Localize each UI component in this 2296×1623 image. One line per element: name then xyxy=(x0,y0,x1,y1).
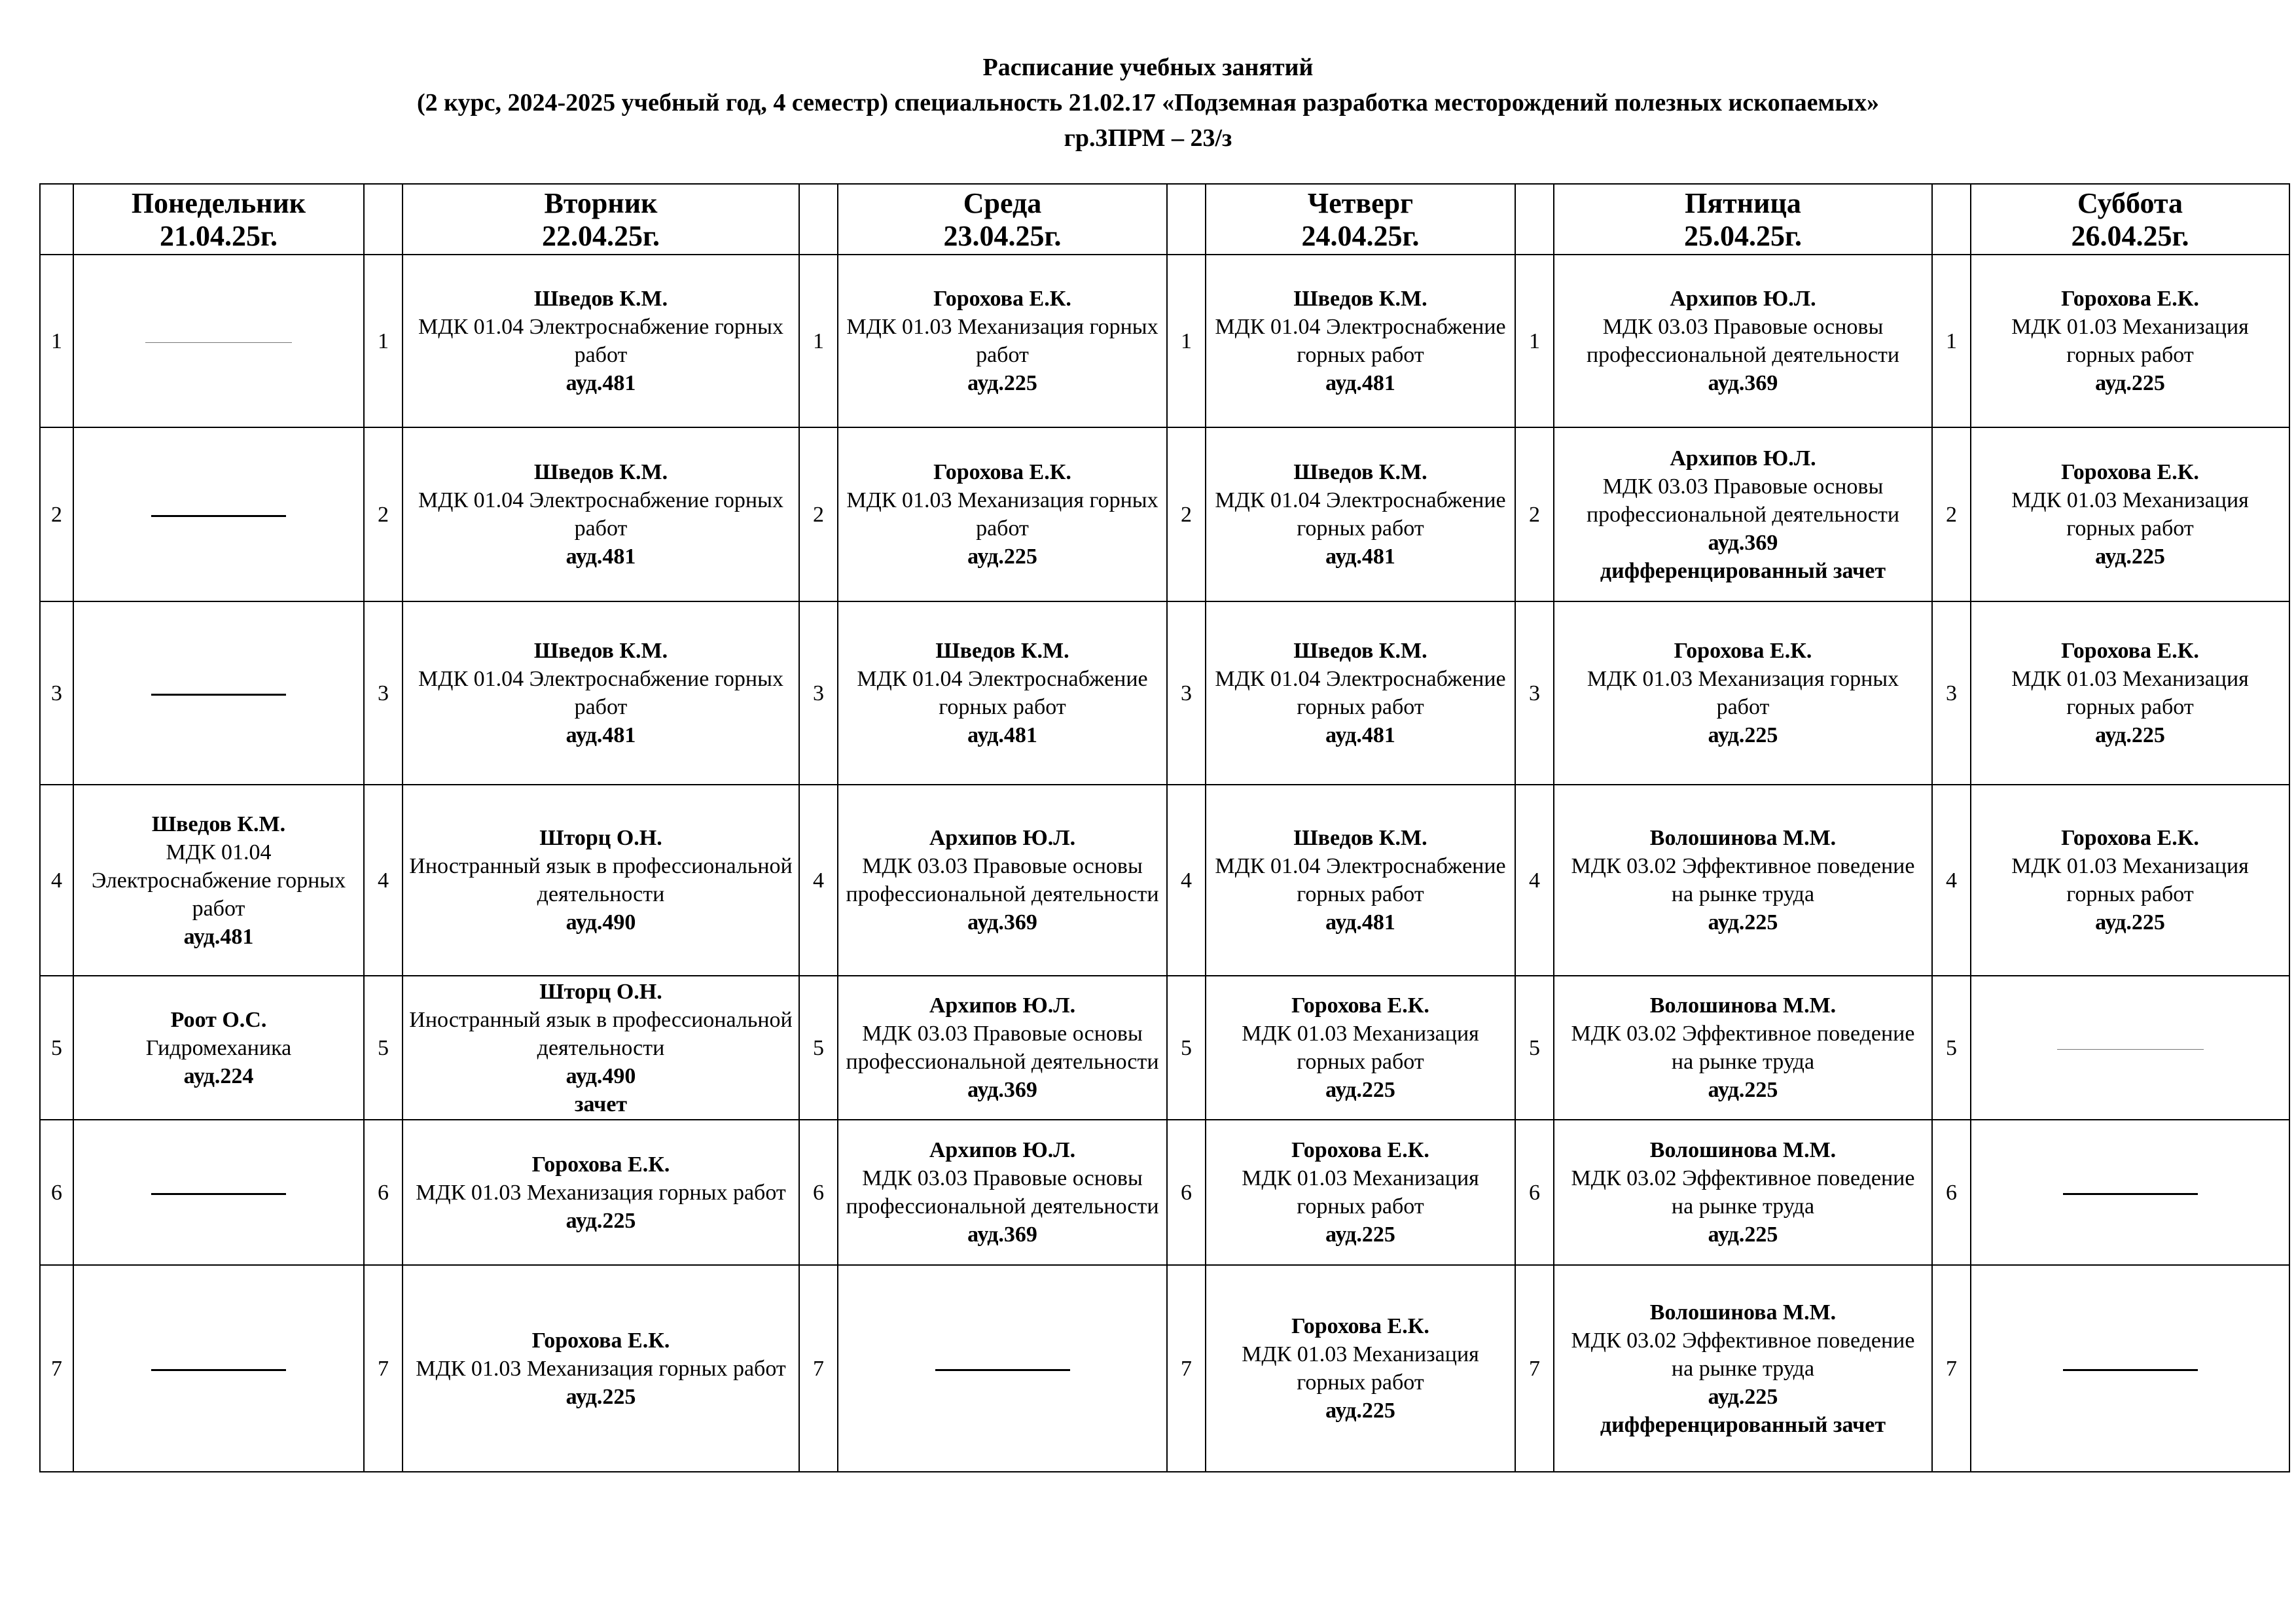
lesson-number: 6 xyxy=(364,1120,403,1265)
lesson-number: 4 xyxy=(1515,785,1554,976)
lesson-number: 4 xyxy=(799,785,838,976)
lesson-room: ауд.481 xyxy=(967,723,1037,747)
day-date: 24.04.25г. xyxy=(1301,220,1420,252)
lesson-room: ауд.481 xyxy=(565,723,636,747)
lesson-teacher: Шведов К.М. xyxy=(533,287,668,311)
lesson-teacher: Горохова Е.К. xyxy=(531,1152,670,1177)
lesson-cell xyxy=(1971,1265,2289,1472)
lesson-teacher: Шведов К.М. xyxy=(533,460,668,484)
lesson-number: 2 xyxy=(40,427,73,601)
lesson-room: ауд.481 xyxy=(565,371,636,395)
lesson-cell xyxy=(1554,601,1932,785)
lesson-cell xyxy=(1554,976,1932,1120)
number-column-header xyxy=(1167,184,1206,255)
lesson-row xyxy=(40,255,2289,427)
lesson-room: ауд.481 xyxy=(1325,910,1395,935)
lesson-room: ауд.225 xyxy=(565,1208,636,1233)
lesson-subject: МДК 01.03 Механизация горных работ xyxy=(416,1356,786,1381)
lesson-room: ауд.225 xyxy=(2095,371,2165,395)
lesson-teacher: Горохова Е.К. xyxy=(1291,993,1429,1018)
lesson-number: 7 xyxy=(40,1265,73,1472)
day-header xyxy=(73,184,364,255)
lesson-cell xyxy=(403,1265,799,1472)
lesson-cell xyxy=(1971,785,2289,976)
empty-slot-line xyxy=(935,1369,1070,1371)
lesson-subject: МДК 03.02 Эффективное поведение на рынке труда xyxy=(1571,854,1915,906)
lesson-cell xyxy=(403,1120,799,1265)
lesson-subject: МДК 01.04 Электроснабжение горных работ xyxy=(91,840,346,921)
lesson-number: 7 xyxy=(1932,1265,1971,1472)
lesson-subject: МДК 03.02 Эффективное поведение на рынке труда xyxy=(1571,1166,1915,1219)
empty-slot-line xyxy=(145,342,292,343)
empty-slot-line xyxy=(151,1369,286,1371)
lesson-teacher: Горохова Е.К. xyxy=(933,287,1071,311)
lesson-room: ауд.481 xyxy=(1325,723,1395,747)
lesson-number: 2 xyxy=(1932,427,1971,601)
lesson-row xyxy=(40,785,2289,976)
lesson-cell xyxy=(73,785,364,976)
lesson-cell xyxy=(73,601,364,785)
lesson-cell xyxy=(838,1265,1167,1472)
lesson-cell xyxy=(403,427,799,601)
lesson-number: 5 xyxy=(1515,976,1554,1120)
lesson-cell xyxy=(403,785,799,976)
number-column-header xyxy=(1932,184,1971,255)
lesson-subject: МДК 01.04 Электроснабжение горных работ xyxy=(1215,488,1506,541)
lesson-cell xyxy=(1206,601,1515,785)
lesson-subject: МДК 03.03 Правовые основы профессиональной деятельности xyxy=(846,1166,1159,1219)
lesson-number: 6 xyxy=(1932,1120,1971,1265)
lesson-subject: МДК 01.03 Механизация горных работ xyxy=(1587,667,1899,719)
lesson-subject: МДК 01.03 Механизация горных работ xyxy=(1242,1022,1479,1074)
lesson-cell xyxy=(1554,785,1932,976)
lesson-cell xyxy=(1554,1265,1932,1472)
lesson-row xyxy=(40,976,2289,1120)
lesson-cell xyxy=(73,1120,364,1265)
lesson-room: ауд.225 xyxy=(2095,910,2165,935)
lesson-number: 3 xyxy=(364,601,403,785)
lesson-teacher: Волошинова М.М. xyxy=(1649,1138,1837,1162)
lesson-row xyxy=(40,1120,2289,1265)
lesson-subject: Иностранный язык в профессиональной деятельности xyxy=(409,854,793,906)
lesson-teacher: Архипов Ю.Л. xyxy=(929,1138,1076,1162)
day-header xyxy=(1554,184,1932,255)
lesson-number: 6 xyxy=(1167,1120,1206,1265)
lesson-cell xyxy=(838,976,1167,1120)
lesson-teacher: Шторц О.Н. xyxy=(539,826,662,850)
lesson-room: ауд.225 xyxy=(967,544,1037,569)
lesson-number: 5 xyxy=(1932,976,1971,1120)
lesson-subject: МДК 03.03 Правовые основы профессиональной деятельности xyxy=(1586,474,1900,527)
lesson-number: 5 xyxy=(1167,976,1206,1120)
lesson-room: ауд.225 xyxy=(565,1384,636,1409)
lesson-number: 7 xyxy=(1515,1265,1554,1472)
lesson-number: 3 xyxy=(1515,601,1554,785)
lesson-teacher: Шведов К.М. xyxy=(151,812,286,836)
lesson-teacher: Шведов К.М. xyxy=(1293,639,1427,663)
lesson-cell xyxy=(1554,1120,1932,1265)
lesson-cell xyxy=(403,601,799,785)
lesson-teacher: Архипов Ю.Л. xyxy=(929,993,1076,1018)
lesson-teacher: Горохова Е.К. xyxy=(2061,826,2199,850)
lesson-cell xyxy=(1206,1120,1515,1265)
lesson-subject: МДК 01.03 Механизация горных работ xyxy=(846,488,1158,541)
empty-slot-line xyxy=(2057,1049,2204,1050)
lesson-cell xyxy=(1206,1265,1515,1472)
empty-slot-line xyxy=(2063,1369,2198,1371)
lesson-number: 2 xyxy=(1167,427,1206,601)
lesson-number: 2 xyxy=(1515,427,1554,601)
lesson-note: зачет xyxy=(574,1092,628,1116)
lesson-cell xyxy=(838,255,1167,427)
number-column-header xyxy=(1515,184,1554,255)
lesson-teacher: Горохова Е.К. xyxy=(1291,1314,1429,1338)
lesson-teacher: Шведов К.М. xyxy=(1293,826,1427,850)
lesson-number: 2 xyxy=(799,427,838,601)
lesson-row xyxy=(40,601,2289,785)
empty-slot-line xyxy=(151,515,286,517)
day-name: Пятница xyxy=(1685,187,1801,219)
lesson-subject: МДК 01.03 Механизация горных работ xyxy=(2011,315,2249,367)
group-label: гр.3ПРМ – 23/з xyxy=(1064,124,1232,152)
lesson-cell xyxy=(1971,427,2289,601)
number-column-header xyxy=(799,184,838,255)
number-column-header xyxy=(40,184,73,255)
day-name: Среда xyxy=(963,187,1042,219)
lesson-teacher: Шведов К.М. xyxy=(1293,460,1427,484)
lesson-room: ауд.481 xyxy=(565,544,636,569)
lesson-subject: МДК 03.02 Эффективное поведение на рынке труда xyxy=(1571,1328,1915,1381)
lesson-cell xyxy=(1554,255,1932,427)
lesson-subject: МДК 01.04 Электроснабжение горных работ xyxy=(857,667,1148,719)
lesson-teacher: Горохова Е.К. xyxy=(531,1328,670,1353)
day-name: Суббота xyxy=(2077,187,2183,219)
day-date: 22.04.25г. xyxy=(541,220,660,252)
lesson-subject: Иностранный язык в профессиональной деятельности xyxy=(409,1007,793,1060)
lesson-subject: МДК 01.03 Механизация горных работ xyxy=(846,315,1158,367)
day-date: 23.04.25г. xyxy=(943,220,1062,252)
lesson-cell xyxy=(403,976,799,1120)
lesson-number: 7 xyxy=(799,1265,838,1472)
day-header xyxy=(1971,184,2289,255)
lesson-subject: МДК 01.03 Механизация горных работ xyxy=(2011,854,2249,906)
day-header xyxy=(838,184,1167,255)
lesson-number: 1 xyxy=(40,255,73,427)
lesson-teacher: Волошинова М.М. xyxy=(1649,826,1837,850)
lesson-teacher: Шведов К.М. xyxy=(533,639,668,663)
lesson-cell xyxy=(838,785,1167,976)
lesson-room: ауд.225 xyxy=(1708,1222,1778,1247)
lesson-teacher: Шторц О.Н. xyxy=(539,979,662,1004)
lesson-number: 5 xyxy=(364,976,403,1120)
lesson-teacher: Шведов К.М. xyxy=(1293,287,1427,311)
lesson-row xyxy=(40,1265,2289,1472)
lesson-number: 6 xyxy=(40,1120,73,1265)
lesson-subject: МДК 01.03 Механизация горных работ xyxy=(1242,1166,1479,1219)
lesson-cell xyxy=(838,427,1167,601)
lesson-number: 5 xyxy=(40,976,73,1120)
lesson-teacher: Горохова Е.К. xyxy=(2061,460,2199,484)
lesson-room: ауд.225 xyxy=(1325,1399,1395,1423)
lesson-number: 3 xyxy=(40,601,73,785)
lesson-room: ауд.369 xyxy=(1708,530,1778,555)
lesson-room: ауд.481 xyxy=(1325,371,1395,395)
lesson-number: 3 xyxy=(1932,601,1971,785)
lesson-cell xyxy=(73,1265,364,1472)
lesson-row xyxy=(40,427,2289,601)
day-header xyxy=(403,184,799,255)
lesson-teacher: Горохова Е.К. xyxy=(2061,287,2199,311)
lesson-number: 1 xyxy=(1932,255,1971,427)
lesson-teacher: Горохова Е.К. xyxy=(1674,639,1812,663)
lesson-subject: МДК 01.03 Механизация горных работ xyxy=(2011,488,2249,541)
lesson-number: 3 xyxy=(1167,601,1206,785)
lesson-cell xyxy=(1971,255,2289,427)
lesson-teacher: Шведов К.М. xyxy=(935,639,1069,663)
lesson-teacher: Волошинова М.М. xyxy=(1649,993,1837,1018)
lesson-cell xyxy=(1206,976,1515,1120)
lesson-cell xyxy=(1206,427,1515,601)
lesson-note: дифференцированный зачет xyxy=(1600,1412,1886,1437)
lesson-subject: МДК 01.03 Механизация горных работ xyxy=(1242,1342,1479,1395)
lesson-cell xyxy=(838,601,1167,785)
empty-slot-line xyxy=(151,694,286,696)
lesson-cell xyxy=(1554,427,1932,601)
lesson-number: 4 xyxy=(1167,785,1206,976)
lesson-teacher: Волошинова М.М. xyxy=(1649,1300,1837,1325)
lesson-room: ауд.490 xyxy=(565,1063,636,1088)
lesson-room: ауд.490 xyxy=(565,910,636,935)
lesson-subject: МДК 01.04 Электроснабжение горных работ xyxy=(418,315,783,367)
lesson-number: 1 xyxy=(799,255,838,427)
lesson-teacher: Горохова Е.К. xyxy=(933,460,1071,484)
lesson-room: ауд.225 xyxy=(967,371,1037,395)
header-row xyxy=(40,184,2289,255)
lesson-room: ауд.224 xyxy=(183,1063,254,1088)
lesson-cell xyxy=(1206,255,1515,427)
lesson-number: 3 xyxy=(799,601,838,785)
day-name: Четверг xyxy=(1307,187,1414,219)
empty-slot-line xyxy=(151,1193,286,1195)
lesson-subject: МДК 03.02 Эффективное поведение на рынке труда xyxy=(1571,1022,1915,1074)
lesson-cell xyxy=(73,427,364,601)
document-header xyxy=(0,50,2296,156)
day-name: Понедельник xyxy=(131,187,306,219)
lesson-room: ауд.225 xyxy=(2095,544,2165,569)
lesson-number: 2 xyxy=(364,427,403,601)
schedule-body xyxy=(40,255,2289,1472)
lesson-room: ауд.369 xyxy=(967,1222,1037,1247)
lesson-room: ауд.225 xyxy=(2095,723,2165,747)
lesson-cell xyxy=(1971,601,2289,785)
lesson-number: 6 xyxy=(1515,1120,1554,1265)
lesson-room: ауд.225 xyxy=(1325,1222,1395,1247)
lesson-room: ауд.369 xyxy=(967,910,1037,935)
day-date: 26.04.25г. xyxy=(2071,220,2189,252)
lesson-note: дифференцированный зачет xyxy=(1600,558,1886,583)
lesson-number: 1 xyxy=(364,255,403,427)
lesson-teacher: Архипов Ю.Л. xyxy=(929,826,1076,850)
lesson-subject: МДК 03.03 Правовые основы профессиональной деятельности xyxy=(846,854,1159,906)
lesson-subject: МДК 01.04 Электроснабжение горных работ xyxy=(1215,667,1506,719)
lesson-subject: МДК 01.04 Электроснабжение горных работ xyxy=(418,488,783,541)
lesson-room: ауд.481 xyxy=(183,924,254,949)
lesson-cell xyxy=(73,255,364,427)
lesson-number: 6 xyxy=(799,1120,838,1265)
lesson-subject: МДК 01.03 Механизация горных работ xyxy=(2011,667,2249,719)
lesson-cell xyxy=(403,255,799,427)
document-subtitle: (2 курс, 2024-2025 учебный год, 4 семестр) специальность 21.02.17 «Подземная разработка месторождений полезных ископаемых» xyxy=(416,89,1880,116)
lesson-room: ауд.225 xyxy=(1708,1384,1778,1409)
lesson-room: ауд.481 xyxy=(1325,544,1395,569)
lesson-cell xyxy=(1206,785,1515,976)
lesson-cell xyxy=(1971,976,2289,1120)
lesson-teacher: Горохова Е.К. xyxy=(1291,1138,1429,1162)
lesson-number: 7 xyxy=(1167,1265,1206,1472)
lesson-number: 5 xyxy=(799,976,838,1120)
lesson-subject: МДК 01.04 Электроснабжение горных работ xyxy=(1215,315,1506,367)
lesson-subject: МДК 01.04 Электроснабжение горных работ xyxy=(1215,854,1506,906)
lesson-room: ауд.225 xyxy=(1325,1078,1395,1102)
lesson-subject: МДК 01.03 Механизация горных работ xyxy=(416,1180,786,1205)
lesson-room: ауд.225 xyxy=(1708,723,1778,747)
number-column-header xyxy=(364,184,403,255)
lesson-number: 1 xyxy=(1167,255,1206,427)
lesson-cell xyxy=(1971,1120,2289,1265)
lesson-subject: МДК 01.04 Электроснабжение горных работ xyxy=(418,667,783,719)
lesson-teacher: Архипов Ю.Л. xyxy=(1670,287,1816,311)
lesson-room: ауд.369 xyxy=(1708,371,1778,395)
lesson-number: 4 xyxy=(40,785,73,976)
day-date: 21.04.25г. xyxy=(159,220,278,252)
document-title: Расписание учебных занятий xyxy=(982,54,1314,81)
lesson-number: 4 xyxy=(364,785,403,976)
lesson-number: 1 xyxy=(1515,255,1554,427)
day-header xyxy=(1206,184,1515,255)
lesson-subject: Гидромеханика xyxy=(145,1035,292,1060)
lesson-subject: МДК 03.03 Правовые основы профессиональной деятельности xyxy=(1586,315,1900,367)
lesson-teacher: Архипов Ю.Л. xyxy=(1670,446,1816,471)
lesson-teacher: Роот О.С. xyxy=(170,1007,267,1032)
lesson-teacher: Горохова Е.К. xyxy=(2061,639,2199,663)
lesson-subject: МДК 03.03 Правовые основы профессиональной деятельности xyxy=(846,1022,1159,1074)
lesson-number: 4 xyxy=(1932,785,1971,976)
schedule-table xyxy=(39,183,2290,1472)
lesson-number: 7 xyxy=(364,1265,403,1472)
lesson-room: ауд.225 xyxy=(1708,910,1778,935)
day-date: 25.04.25г. xyxy=(1683,220,1803,252)
lesson-cell xyxy=(73,976,364,1120)
day-name: Вторник xyxy=(544,187,658,219)
lesson-room: ауд.225 xyxy=(1708,1078,1778,1102)
lesson-cell xyxy=(838,1120,1167,1265)
empty-slot-line xyxy=(2063,1193,2198,1195)
lesson-room: ауд.369 xyxy=(967,1078,1037,1102)
